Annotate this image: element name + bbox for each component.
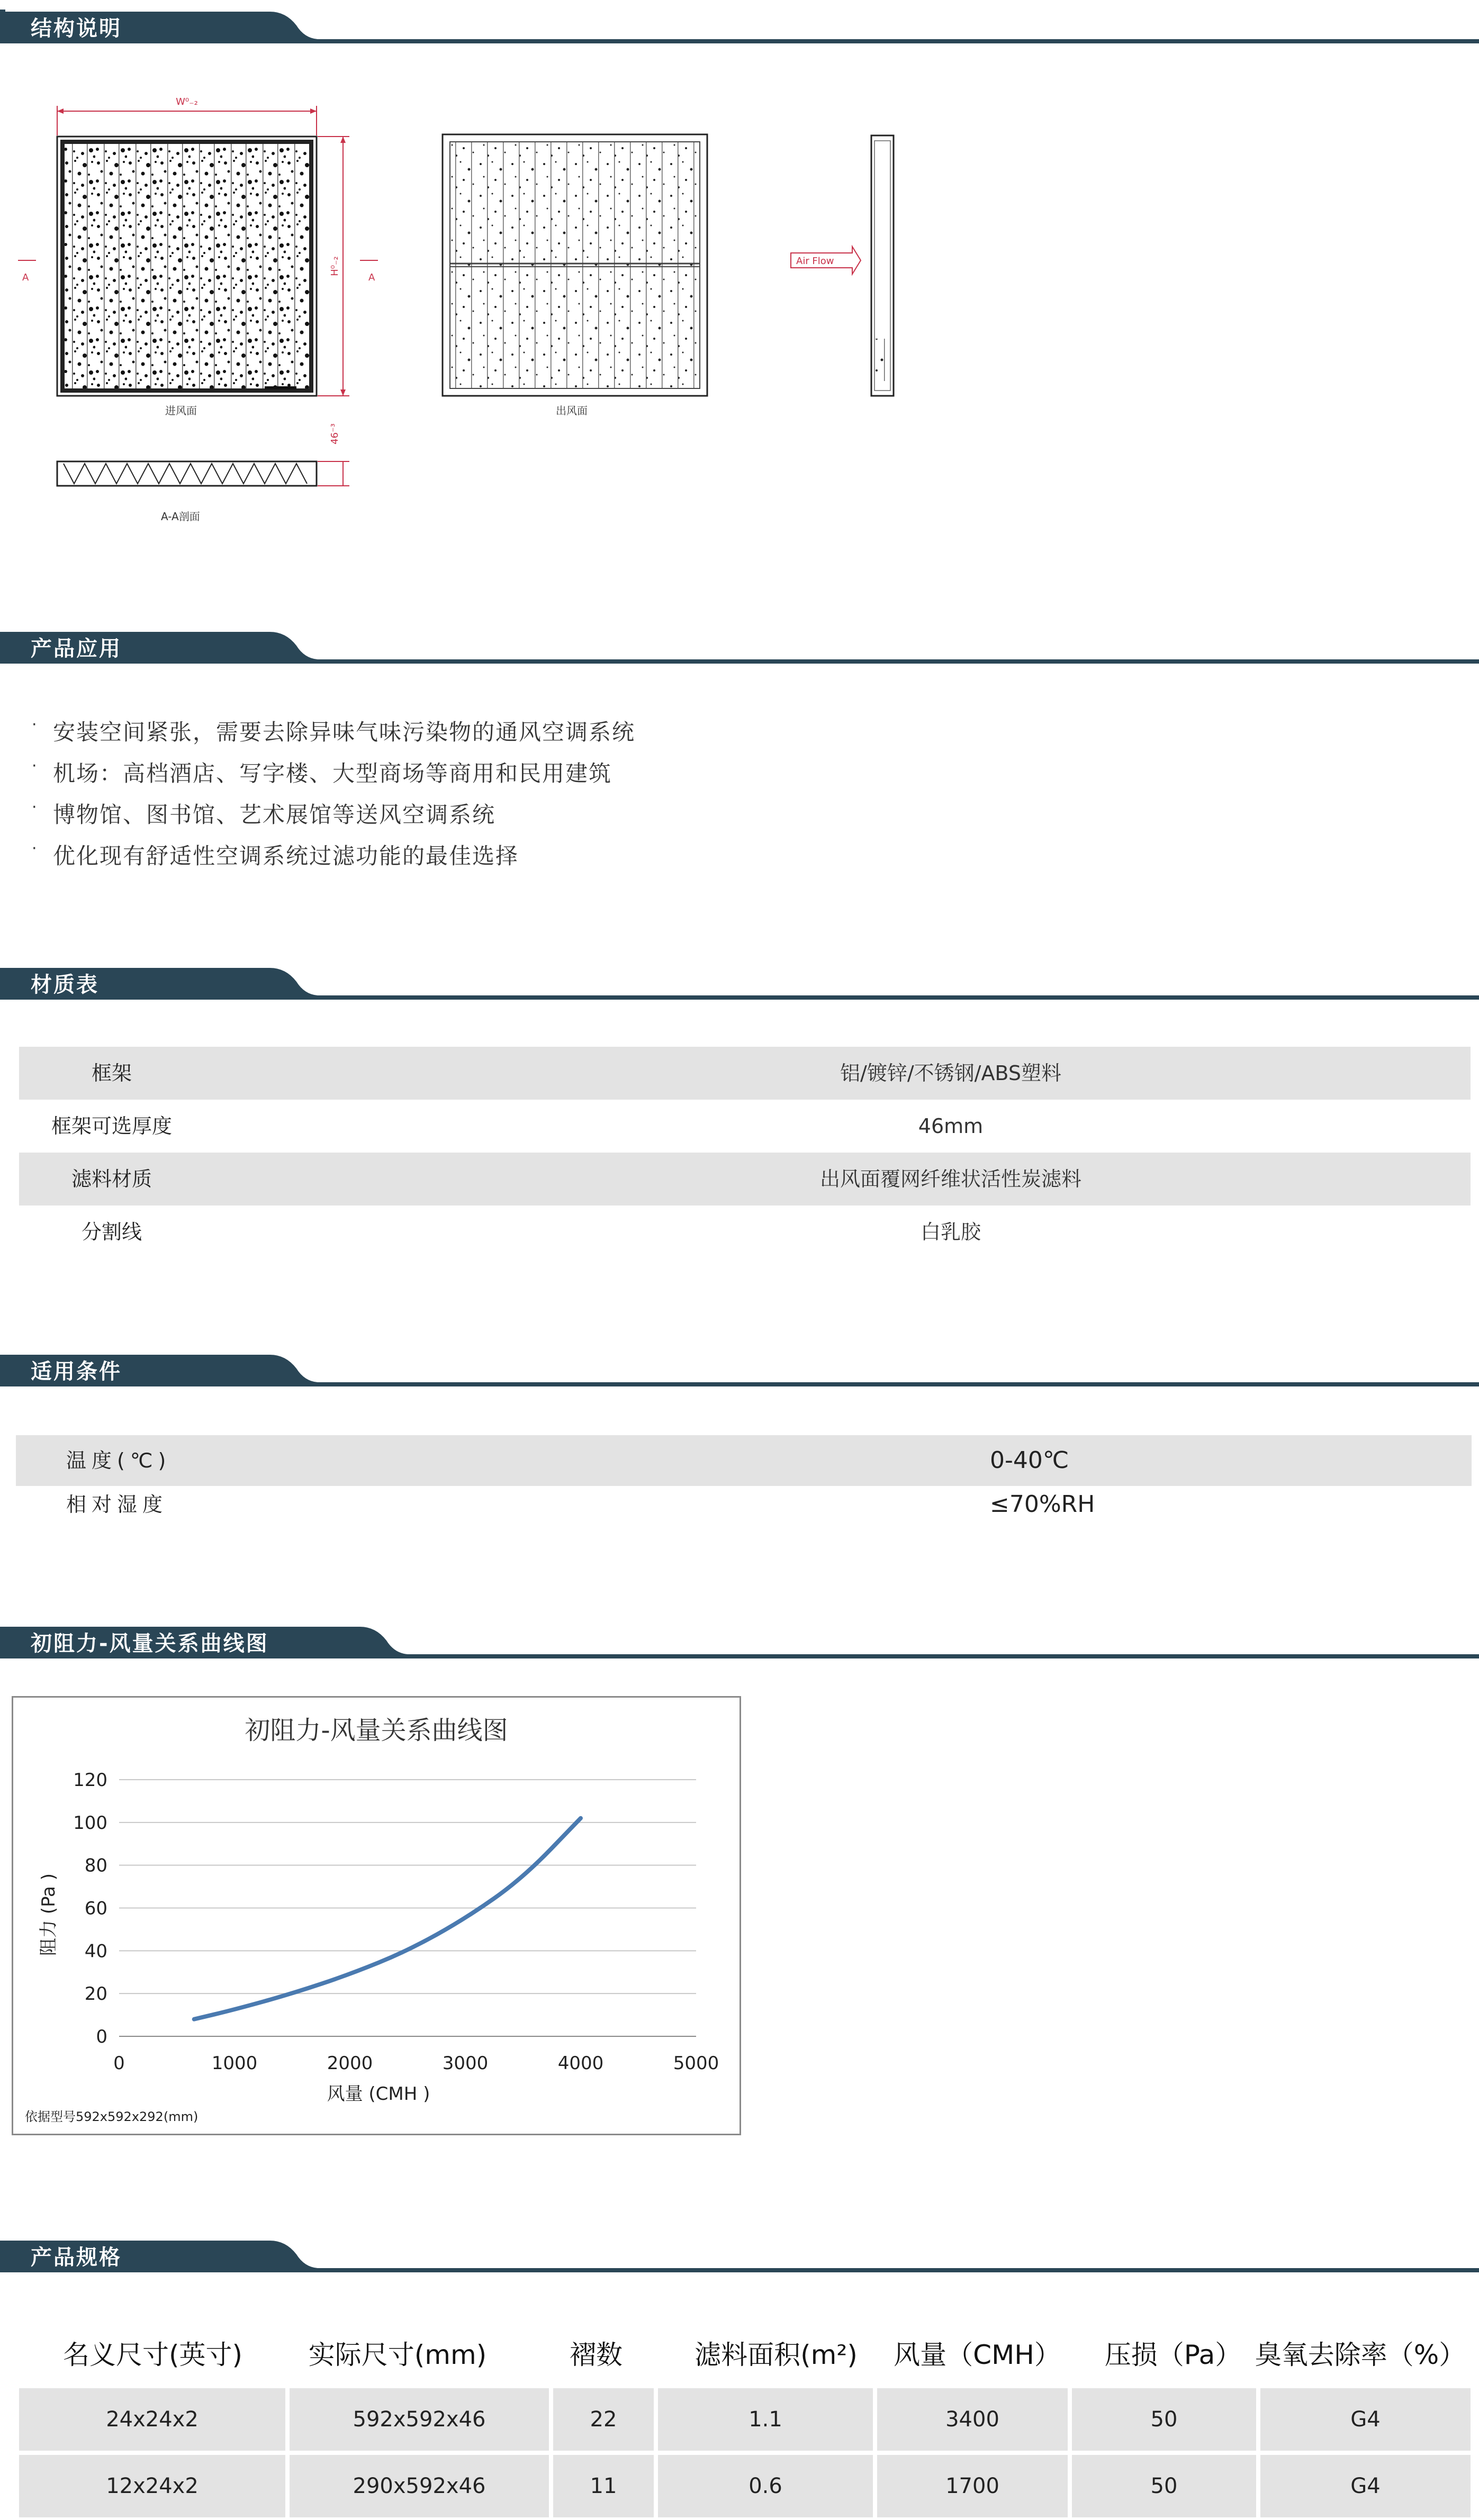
resistance-airflow-chart bbox=[12, 1696, 741, 2135]
table-cell: 12x24x2 bbox=[19, 2455, 285, 2517]
section-header-shape bbox=[0, 966, 1479, 1004]
list-item: · 安装空间紧张，需要去除异味气味污染物的通风空调系统 bbox=[32, 715, 636, 745]
y-tick-label: 20 bbox=[84, 1983, 107, 2005]
section-header-shape bbox=[0, 2238, 1479, 2277]
table-cell: 22 bbox=[553, 2388, 654, 2451]
section-header-materials bbox=[0, 966, 1479, 1004]
header-cell: 风量（CMH） bbox=[894, 2340, 1061, 2370]
outlet-face-label: 出风面 bbox=[556, 404, 588, 417]
row-value: 铝/镀锌/不锈钢/ABS塑料 bbox=[840, 1062, 1061, 1085]
x-axis-label: 风量 (CMH ) bbox=[327, 2083, 430, 2105]
section-title: 适用条件 bbox=[31, 1359, 122, 1384]
table-row bbox=[19, 2388, 1471, 2451]
table-row bbox=[16, 1486, 1472, 1523]
table-row bbox=[16, 1435, 1472, 1486]
table-row bbox=[19, 1100, 1471, 1153]
section-header-shape bbox=[0, 1353, 1479, 1391]
chart-series-line bbox=[194, 1818, 581, 2019]
list-item: · 博物馆、图书馆、艺术展馆等送风空调系统 bbox=[32, 798, 496, 828]
height-dimension: H⁰₋₂ bbox=[329, 256, 340, 276]
chart-x-ticks bbox=[113, 2053, 719, 2074]
table-cell: 1700 bbox=[877, 2455, 1068, 2517]
section-header-specs bbox=[0, 2238, 1479, 2277]
table-cell: 0.6 bbox=[658, 2455, 873, 2517]
conditions-table bbox=[16, 1435, 1472, 1523]
header-cell: 臭氧去除率（%） bbox=[1255, 2340, 1466, 2370]
header-cell: 压损（Pa） bbox=[1104, 2340, 1242, 2370]
table-cell: 592x592x46 bbox=[290, 2388, 549, 2451]
airflow-label: Air Flow bbox=[796, 256, 834, 267]
y-tick-label: 80 bbox=[84, 1855, 107, 1877]
section-header-shape bbox=[0, 10, 1479, 48]
y-axis-label: 阻力 (Pa ) bbox=[38, 1873, 59, 1956]
chart-grid bbox=[119, 1780, 696, 2036]
section-title: 结构说明 bbox=[31, 16, 122, 41]
chart-svg bbox=[13, 1698, 740, 2134]
section-header-shape bbox=[0, 630, 1479, 668]
row-label: 框架 bbox=[91, 1062, 132, 1085]
table-cell: 24x24x2 bbox=[19, 2388, 285, 2451]
row-label: 分割线 bbox=[81, 1220, 142, 1244]
x-tick-label: 3000 bbox=[442, 2053, 489, 2074]
row-label: 温度(℃) bbox=[66, 1449, 172, 1472]
specs-table bbox=[19, 2326, 1471, 2517]
application-list bbox=[32, 712, 635, 877]
section-title: 产品应用 bbox=[31, 637, 122, 661]
header-cell: 名义尺寸(英寸) bbox=[62, 2340, 242, 2370]
header-cell: 滤料面积(m²) bbox=[695, 2340, 858, 2370]
list-item: · 优化现有舒适性空调系统过滤功能的最佳选择 bbox=[32, 839, 519, 869]
table-cell: 3400 bbox=[877, 2388, 1068, 2451]
materials-table bbox=[19, 1047, 1471, 1258]
row-value: 46mm bbox=[918, 1114, 984, 1138]
table-cell: G4 bbox=[1260, 2388, 1471, 2451]
row-value: 出风面覆网纤维状活性炭滤料 bbox=[819, 1167, 1081, 1191]
y-tick-label: 100 bbox=[73, 1812, 107, 1834]
chart-note: 依据型号592x592x292(mm) bbox=[25, 2109, 199, 2124]
y-tick-label: 40 bbox=[84, 1941, 107, 1962]
table-row bbox=[19, 1153, 1471, 1205]
x-tick-label: 2000 bbox=[327, 2053, 373, 2074]
row-value: ≤70%RH bbox=[990, 1491, 1095, 1518]
table-row bbox=[19, 1205, 1471, 1258]
section-header-application bbox=[0, 630, 1479, 668]
section-label: A-A剖面 bbox=[161, 510, 200, 523]
chart-y-ticks bbox=[73, 1770, 107, 2047]
table-row bbox=[19, 1047, 1471, 1100]
header-cell: 褶数 bbox=[570, 2340, 623, 2370]
y-tick-label: 60 bbox=[84, 1898, 107, 1919]
row-label: 框架可选厚度 bbox=[51, 1114, 172, 1138]
section-title: 初阻力-风量关系曲线图 bbox=[31, 1631, 269, 1656]
list-item: · 机场：高档酒店、写字楼、大型商场等商用和民用建筑 bbox=[32, 757, 612, 786]
section-mark-right: A bbox=[368, 272, 375, 283]
table-cell: 50 bbox=[1072, 2388, 1256, 2451]
outlet-face-drawing bbox=[443, 134, 707, 396]
x-tick-label: 0 bbox=[113, 2053, 125, 2074]
technical-drawings bbox=[0, 64, 953, 540]
row-value: 白乳胶 bbox=[920, 1220, 981, 1244]
x-tick-label: 5000 bbox=[673, 2053, 719, 2074]
table-cell: G4 bbox=[1260, 2455, 1471, 2517]
table-row bbox=[19, 2455, 1471, 2517]
section-header-conditions bbox=[0, 1353, 1479, 1391]
y-tick-label: 0 bbox=[96, 2026, 107, 2047]
section-aa-drawing bbox=[57, 461, 349, 486]
row-value: 0-40℃ bbox=[990, 1447, 1069, 1474]
row-label: 相对湿度 bbox=[66, 1493, 168, 1516]
section-mark-left: A bbox=[22, 272, 29, 283]
section-header-curve bbox=[0, 1625, 1479, 1663]
x-tick-label: 1000 bbox=[211, 2053, 258, 2074]
section-header-structure bbox=[0, 10, 1479, 48]
section-title: 材质表 bbox=[31, 973, 99, 997]
inlet-face-drawing bbox=[18, 106, 378, 396]
depth-dimension: 46⁻³ bbox=[329, 423, 340, 445]
chart-title: 初阻力-风量关系曲线图 bbox=[245, 1716, 508, 1745]
x-tick-label: 4000 bbox=[557, 2053, 604, 2074]
inlet-face-label: 进风面 bbox=[165, 404, 197, 417]
table-cell: 11 bbox=[553, 2455, 654, 2517]
table-cell: 50 bbox=[1072, 2455, 1256, 2517]
table-header-row bbox=[19, 2326, 1471, 2384]
row-label: 滤料材质 bbox=[71, 1167, 152, 1191]
table-cell: 290x592x46 bbox=[290, 2455, 549, 2517]
header-cell: 实际尺寸(mm) bbox=[308, 2340, 487, 2370]
y-tick-label: 120 bbox=[73, 1770, 107, 1791]
table-cell: 1.1 bbox=[658, 2388, 873, 2451]
width-dimension: W⁰₋₂ bbox=[176, 96, 198, 107]
section-title: 产品规格 bbox=[31, 2245, 122, 2270]
